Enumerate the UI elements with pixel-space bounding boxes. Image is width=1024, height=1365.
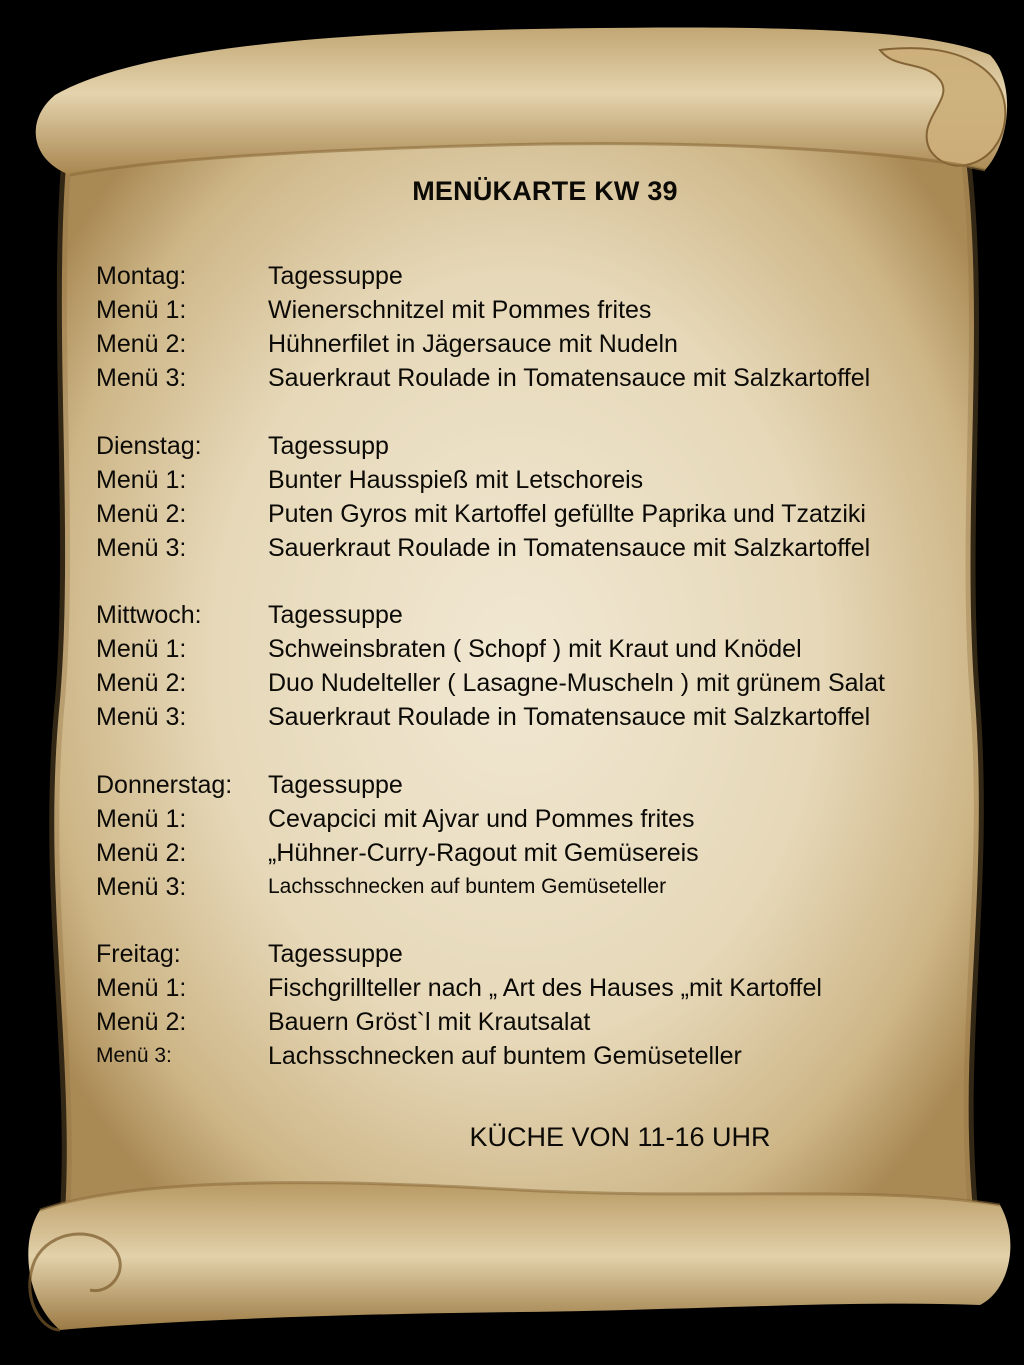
dish-text: „Hühner-Curry-Ragout mit Gemüsereis — [268, 838, 699, 867]
dish-text: Cevapcici mit Ajvar und Pommes frites — [268, 804, 695, 833]
dish-text: Bauern Gröst`l mit Krautsalat — [268, 1008, 591, 1036]
dish-text: Tagessuppe — [268, 940, 403, 968]
menu-label: Menü 3: — [96, 533, 187, 562]
dish-text: Duo Nudelteller ( Lasagne-Muscheln ) mit grünem Salat — [268, 669, 885, 697]
weekly-menu — [96, 259, 986, 1107]
menu-label: Menü 3: — [96, 703, 187, 731]
menu-label: Menü 2: — [96, 669, 187, 697]
day-label: Montag: — [96, 262, 187, 290]
dish-text: Sauerkraut Roulade in Tomatensauce mit Salzkartoffel — [268, 364, 871, 392]
dish-text: Hühnerfilet in Jägersauce mit Nudeln — [268, 330, 678, 358]
menu-row — [96, 632, 986, 666]
menu-row — [96, 598, 986, 632]
day-label: Mittwoch: — [96, 601, 202, 629]
day-block-tuesday — [96, 429, 986, 565]
menu-row — [96, 463, 986, 497]
day-block-thursday — [96, 768, 986, 904]
dish-text: Tagessupp — [268, 431, 389, 460]
menu-label: Menü 3: — [96, 364, 187, 392]
menu-label: Menü 2: — [96, 499, 187, 528]
menu-row — [96, 531, 986, 565]
day-label: Donnerstag: — [96, 770, 233, 799]
menu-row — [96, 700, 986, 734]
dish-text: Lachsschnecken auf buntem Gemüseteller — [268, 1042, 742, 1070]
day-block-friday — [96, 937, 986, 1073]
dish-text: Fischgrillteller nach „ Art des Hauses „mit Kartoffel — [268, 974, 822, 1002]
menu-title: MENÜKARTE KW 39 — [412, 176, 678, 206]
menu-row — [96, 870, 986, 904]
menu-row — [96, 802, 986, 836]
menu-row — [96, 1039, 986, 1073]
dish-text: Schweinsbraten ( Schopf ) mit Kraut und Knödel — [268, 635, 802, 663]
menu-row — [96, 836, 986, 870]
dish-text: Tagessuppe — [268, 601, 403, 629]
menu-row — [96, 768, 986, 802]
menu-label: Menü 2: — [96, 330, 187, 358]
menu-row — [96, 259, 986, 293]
menu-row — [96, 429, 986, 463]
menu-label: Menü 1: — [96, 296, 187, 324]
dish-text: Lachsschnecken auf buntem Gemüseteller — [268, 874, 667, 898]
dish-text: Tagessuppe — [268, 262, 403, 290]
day-label: Freitag: — [96, 940, 181, 968]
menu-row — [96, 1005, 986, 1039]
menu-label: Menü 1: — [96, 635, 187, 663]
menu-label: Menü 1: — [96, 804, 187, 833]
menu-label: Menü 3: — [96, 872, 187, 901]
dish-text: Wienerschnitzel mit Pommes frites — [268, 296, 652, 324]
menu-row — [96, 361, 986, 395]
menu-row — [96, 497, 986, 531]
menu-label: Menü 1: — [96, 465, 187, 494]
day-block-wednesday — [96, 598, 986, 734]
menu-label: Menü 2: — [96, 1008, 187, 1036]
dish-text: Tagessuppe — [268, 770, 403, 799]
kitchen-hours: KÜCHE VON 11-16 UHR — [469, 1122, 771, 1152]
menu-row — [96, 327, 986, 361]
day-label: Dienstag: — [96, 431, 202, 460]
menu-row — [96, 971, 986, 1005]
dish-text: Sauerkraut Roulade in Tomatensauce mit Salzkartoffel — [268, 703, 871, 731]
dish-text: Sauerkraut Roulade in Tomatensauce mit Salzkartoffel — [268, 533, 871, 562]
menu-row — [96, 293, 986, 327]
menu-row — [96, 937, 986, 971]
menu-label: Menü 2: — [96, 838, 187, 867]
dish-text: Bunter Hausspieß mit Letschoreis — [268, 465, 644, 494]
menu-label: Menü 1: — [96, 974, 187, 1002]
day-block-monday — [96, 259, 986, 395]
menu-label: Menü 3: — [96, 1044, 172, 1067]
menu-row — [96, 666, 986, 700]
dish-text: Puten Gyros mit Kartoffel gefüllte Paprika und Tzatziki — [268, 499, 866, 528]
